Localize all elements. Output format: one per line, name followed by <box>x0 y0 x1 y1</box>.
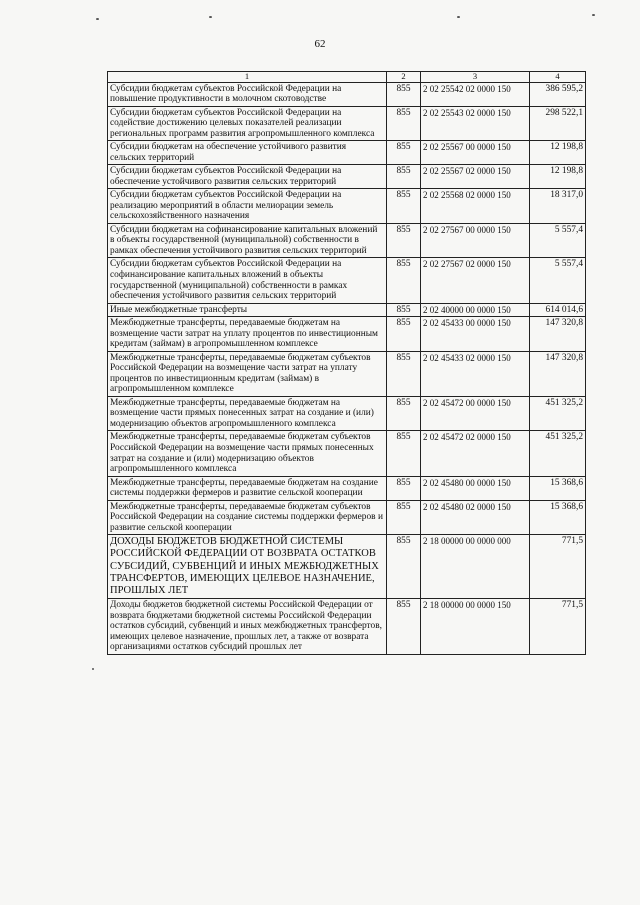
row-amount-cell: 147 320,8 <box>530 351 586 396</box>
row-budget-code-cell: 2 02 27567 02 0000 150 <box>421 258 530 303</box>
table-row <box>108 82 586 106</box>
page-number: 62 <box>314 38 326 50</box>
column-header-4: 4 <box>530 72 586 83</box>
row-admin-code-cell: 855 <box>387 431 421 476</box>
row-budget-code-cell: 2 18 00000 00 0000 000 <box>421 535 530 599</box>
row-admin-code-cell: 855 <box>387 351 421 396</box>
row-budget-code-cell: 2 18 00000 00 0000 150 <box>421 599 530 655</box>
row-budget-code-cell: 2 02 45472 02 0000 150 <box>421 431 530 476</box>
table-row <box>108 351 586 396</box>
row-budget-code-cell: 2 02 25568 02 0000 150 <box>421 189 530 224</box>
table-row <box>108 535 586 599</box>
row-budget-code-cell: 2 02 27567 00 0000 150 <box>421 223 530 258</box>
table-row <box>108 599 586 655</box>
scan-speck <box>457 16 460 18</box>
scan-speck <box>92 668 94 670</box>
row-admin-code-cell: 855 <box>387 106 421 141</box>
column-header-3: 3 <box>421 72 530 83</box>
row-name-cell: Субсидии бюджетам субъектов Российской Федерации на реализацию мероприятий в области мелиорации земель сельскохозяйственного назначения <box>108 189 387 224</box>
row-admin-code-cell: 855 <box>387 535 421 599</box>
row-budget-code-cell: 2 02 25567 00 0000 150 <box>421 141 530 165</box>
scan-speck <box>592 14 595 16</box>
row-amount-cell: 5 557,4 <box>530 258 586 303</box>
table-row <box>108 303 586 317</box>
table-row <box>108 476 586 500</box>
row-name-cell: Субсидии бюджетам на обеспечение устойчивого развития сельских территорий <box>108 141 387 165</box>
row-amount-cell: 614 014,6 <box>530 303 586 317</box>
row-budget-code-cell: 2 02 45433 02 0000 150 <box>421 351 530 396</box>
row-budget-code-cell: 2 02 45433 00 0000 150 <box>421 317 530 352</box>
row-admin-code-cell: 855 <box>387 476 421 500</box>
row-amount-cell: 386 595,2 <box>530 82 586 106</box>
row-amount-cell: 771,5 <box>530 535 586 599</box>
row-amount-cell: 147 320,8 <box>530 317 586 352</box>
row-name-cell: Субсидии бюджетам субъектов Российской Федерации на обеспечение устойчивого развития сельских территорий <box>108 165 387 189</box>
row-name-cell: Доходы бюджетов бюджетной системы Российской Федерации от возврата бюджетами бюджетной системы Российской Федерации остатков субсидий, субвенций и иных межбюджетных трансфертов, имеющих целевое назначение, прошлых лет, а также от возврата организациями остатков субсидий прошлых лет <box>108 599 387 655</box>
row-admin-code-cell: 855 <box>387 599 421 655</box>
row-amount-cell: 5 557,4 <box>530 223 586 258</box>
row-name-cell: Субсидии бюджетам на софинансирование капитальных вложений в объекты государственной (муниципальной) собственности в рамках обеспечения устойчивого развития сельских территорий <box>108 223 387 258</box>
table-row <box>108 141 586 165</box>
row-amount-cell: 15 368,6 <box>530 476 586 500</box>
row-amount-cell: 451 325,2 <box>530 431 586 476</box>
row-amount-cell: 298 522,1 <box>530 106 586 141</box>
table-row <box>108 396 586 431</box>
scan-speck <box>209 16 212 18</box>
scan-speck <box>96 18 99 20</box>
row-budget-code-cell: 2 02 25542 02 0000 150 <box>421 82 530 106</box>
row-admin-code-cell: 855 <box>387 165 421 189</box>
row-name-cell: ДОХОДЫ БЮДЖЕТОВ БЮДЖЕТНОЙ СИСТЕМЫ РОССИЙСКОЙ ФЕДЕРАЦИИ ОТ ВОЗВРАТА ОСТАТКОВ СУБСИДИЙ, СУБВЕНЦИЙ И ИНЫХ МЕЖБЮДЖЕТНЫХ ТРАНСФЕРТОВ, ИМЕЮЩИХ ЦЕЛЕВОЕ НАЗНАЧЕНИЕ, ПРОШЛЫХ ЛЕТ <box>108 535 387 599</box>
row-admin-code-cell: 855 <box>387 223 421 258</box>
row-admin-code-cell: 855 <box>387 258 421 303</box>
row-name-cell: Иные межбюджетные трансферты <box>108 303 387 317</box>
row-admin-code-cell: 855 <box>387 141 421 165</box>
row-name-cell: Межбюджетные трансферты, передаваемые бюджетам на возмещение части прямых понесенных затрат на создание и (или) модернизацию объектов агропромышленного комплекса <box>108 396 387 431</box>
row-admin-code-cell: 855 <box>387 317 421 352</box>
row-name-cell: Субсидии бюджетам субъектов Российской Федерации на содействие достижению целевых показателей реализации региональных программ развития агропромышленного комплекса <box>108 106 387 141</box>
row-amount-cell: 12 198,8 <box>530 165 586 189</box>
row-budget-code-cell: 2 02 25567 02 0000 150 <box>421 165 530 189</box>
row-amount-cell: 771,5 <box>530 599 586 655</box>
table-row <box>108 189 586 224</box>
row-name-cell: Субсидии бюджетам субъектов Российской Федерации на повышение продуктивности в молочном скотоводстве <box>108 82 387 106</box>
row-budget-code-cell: 2 02 45480 02 0000 150 <box>421 500 530 535</box>
row-budget-code-cell: 2 02 40000 00 0000 150 <box>421 303 530 317</box>
table-body <box>108 82 586 654</box>
row-admin-code-cell: 855 <box>387 82 421 106</box>
table-row <box>108 258 586 303</box>
table-row <box>108 223 586 258</box>
table-row <box>108 106 586 141</box>
row-budget-code-cell: 2 02 45472 00 0000 150 <box>421 396 530 431</box>
revenue-table <box>107 71 586 655</box>
column-header-1: 1 <box>108 72 387 83</box>
row-name-cell: Межбюджетные трансферты, передаваемые бюджетам субъектов Российской Федерации на возмещение части затрат на уплату процентов по инвестиционным кредитам (займам) в агропромышленном комплексе <box>108 351 387 396</box>
table-row <box>108 165 586 189</box>
row-amount-cell: 15 368,6 <box>530 500 586 535</box>
row-admin-code-cell: 855 <box>387 500 421 535</box>
row-amount-cell: 18 317,0 <box>530 189 586 224</box>
row-name-cell: Межбюджетные трансферты, передаваемые бюджетам на возмещение части затрат на уплату процентов по инвестиционным кредитам (займам) в агропромышленном комплексе <box>108 317 387 352</box>
row-name-cell: Межбюджетные трансферты, передаваемые бюджетам на создание системы поддержки фермеров и развитие сельской кооперации <box>108 476 387 500</box>
row-admin-code-cell: 855 <box>387 396 421 431</box>
column-header-2: 2 <box>387 72 421 83</box>
row-name-cell: Субсидии бюджетам субъектов Российской Федерации на софинансирование капитальных вложений в объекты государственной (муниципальной) собственности в рамках обеспечения устойчивого развития сельских территорий <box>108 258 387 303</box>
table-row <box>108 500 586 535</box>
row-budget-code-cell: 2 02 45480 00 0000 150 <box>421 476 530 500</box>
row-name-cell: Межбюджетные трансферты, передаваемые бюджетам субъектов Российской Федерации на возмещение части прямых понесенных затрат на создание и (или) модернизацию объектов агропромышленного комплекса <box>108 431 387 476</box>
table-row <box>108 317 586 352</box>
row-amount-cell: 12 198,8 <box>530 141 586 165</box>
row-budget-code-cell: 2 02 25543 02 0000 150 <box>421 106 530 141</box>
row-name-cell: Межбюджетные трансферты, передаваемые бюджетам субъектов Российской Федерации на создание системы поддержки фермеров и развитие сельской кооперации <box>108 500 387 535</box>
row-admin-code-cell: 855 <box>387 303 421 317</box>
header-row <box>108 72 586 83</box>
row-amount-cell: 451 325,2 <box>530 396 586 431</box>
table-row <box>108 431 586 476</box>
row-admin-code-cell: 855 <box>387 189 421 224</box>
